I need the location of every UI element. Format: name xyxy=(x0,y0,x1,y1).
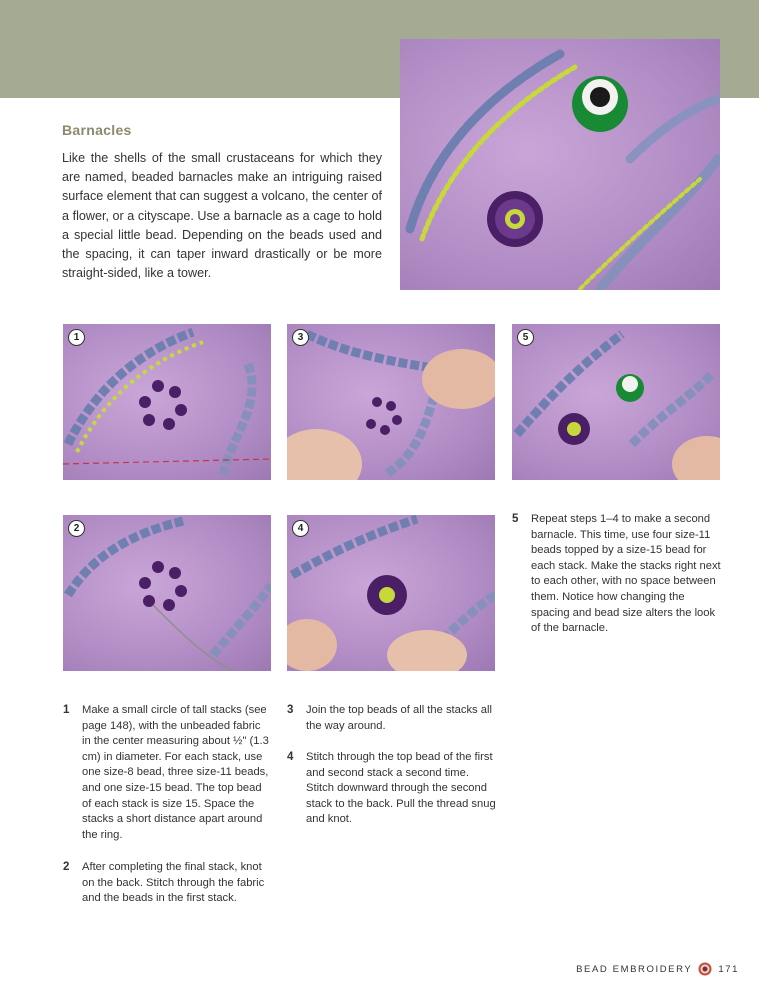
step-badge-2: 2 xyxy=(68,520,85,537)
section-title: Barnacles xyxy=(62,122,132,138)
step-3-number: 3 xyxy=(287,704,294,716)
step-badge-3: 3 xyxy=(292,329,309,346)
step-1-number: 1 xyxy=(63,704,70,716)
running-head: BEAD EMBROIDERY xyxy=(576,963,693,975)
step-photo-5 xyxy=(512,324,720,480)
step-photo-3-art xyxy=(287,324,495,480)
step-4-text: Stitch through the top bead of the first and second stack a second time. Stitch downward through the second stack to the back. Pull the thread snug and knot. xyxy=(306,751,496,826)
main-photo xyxy=(400,39,720,290)
main-photo-art xyxy=(400,39,720,290)
step-2-number: 2 xyxy=(63,861,70,873)
intro-paragraph: Like the shells of the small crustaceans for which they are named, beaded barnacles make an intriguing raised surface element that can suggest a volcano, the center of a flower, or a cityscape. Use a barnacle as a cage to hold a special little bead. Depending on the beads used and the spacing, it can taper inward drastically or be more straight-sided, like a tower. xyxy=(62,151,382,281)
page-footer xyxy=(576,961,739,977)
step-2-text: After completing the final stack, knot on the back. Stitch through the fabric and the beads in the first stack. xyxy=(82,861,265,905)
step-photo-5-art xyxy=(512,324,720,480)
flower-emblem-icon xyxy=(698,962,712,976)
step-1-text: Make a small circle of tall stacks (see page 148), with the unbeaded fabric in the center measuring about ½" (1.3 cm) in diameter. For each stack, use one size-8 bead, three size-11 beads, and one size-15 bead. The top bead of each stack is size 15. Space the stacks a short distance apart around the ring. xyxy=(82,704,269,841)
step-5-text: Repeat steps 1–4 to make a second barnacle. This time, use four size-11 beads topped by a size-15 bead for each stack. Make the stacks right next to each other, with no space between them. Notice how changing the spacing and bead size alters the look of the barnacle. xyxy=(531,513,721,635)
page-number: 171 xyxy=(718,963,739,975)
step-photo-3 xyxy=(287,324,495,480)
step-photo-1 xyxy=(63,324,271,480)
step-photo-2-art xyxy=(63,515,271,671)
step-photo-4 xyxy=(287,515,495,671)
step-badge-1: 1 xyxy=(68,329,85,346)
step-badge-5: 5 xyxy=(517,329,534,346)
step-photo-2 xyxy=(63,515,271,671)
step-4-number: 4 xyxy=(287,751,294,763)
step-photo-1-art xyxy=(63,324,271,480)
step-badge-4: 4 xyxy=(292,520,309,537)
step-5-number: 5 xyxy=(512,513,519,525)
step-3-text: Join the top beads of all the stacks all the way around. xyxy=(306,704,492,732)
step-photo-4-art xyxy=(287,515,495,671)
